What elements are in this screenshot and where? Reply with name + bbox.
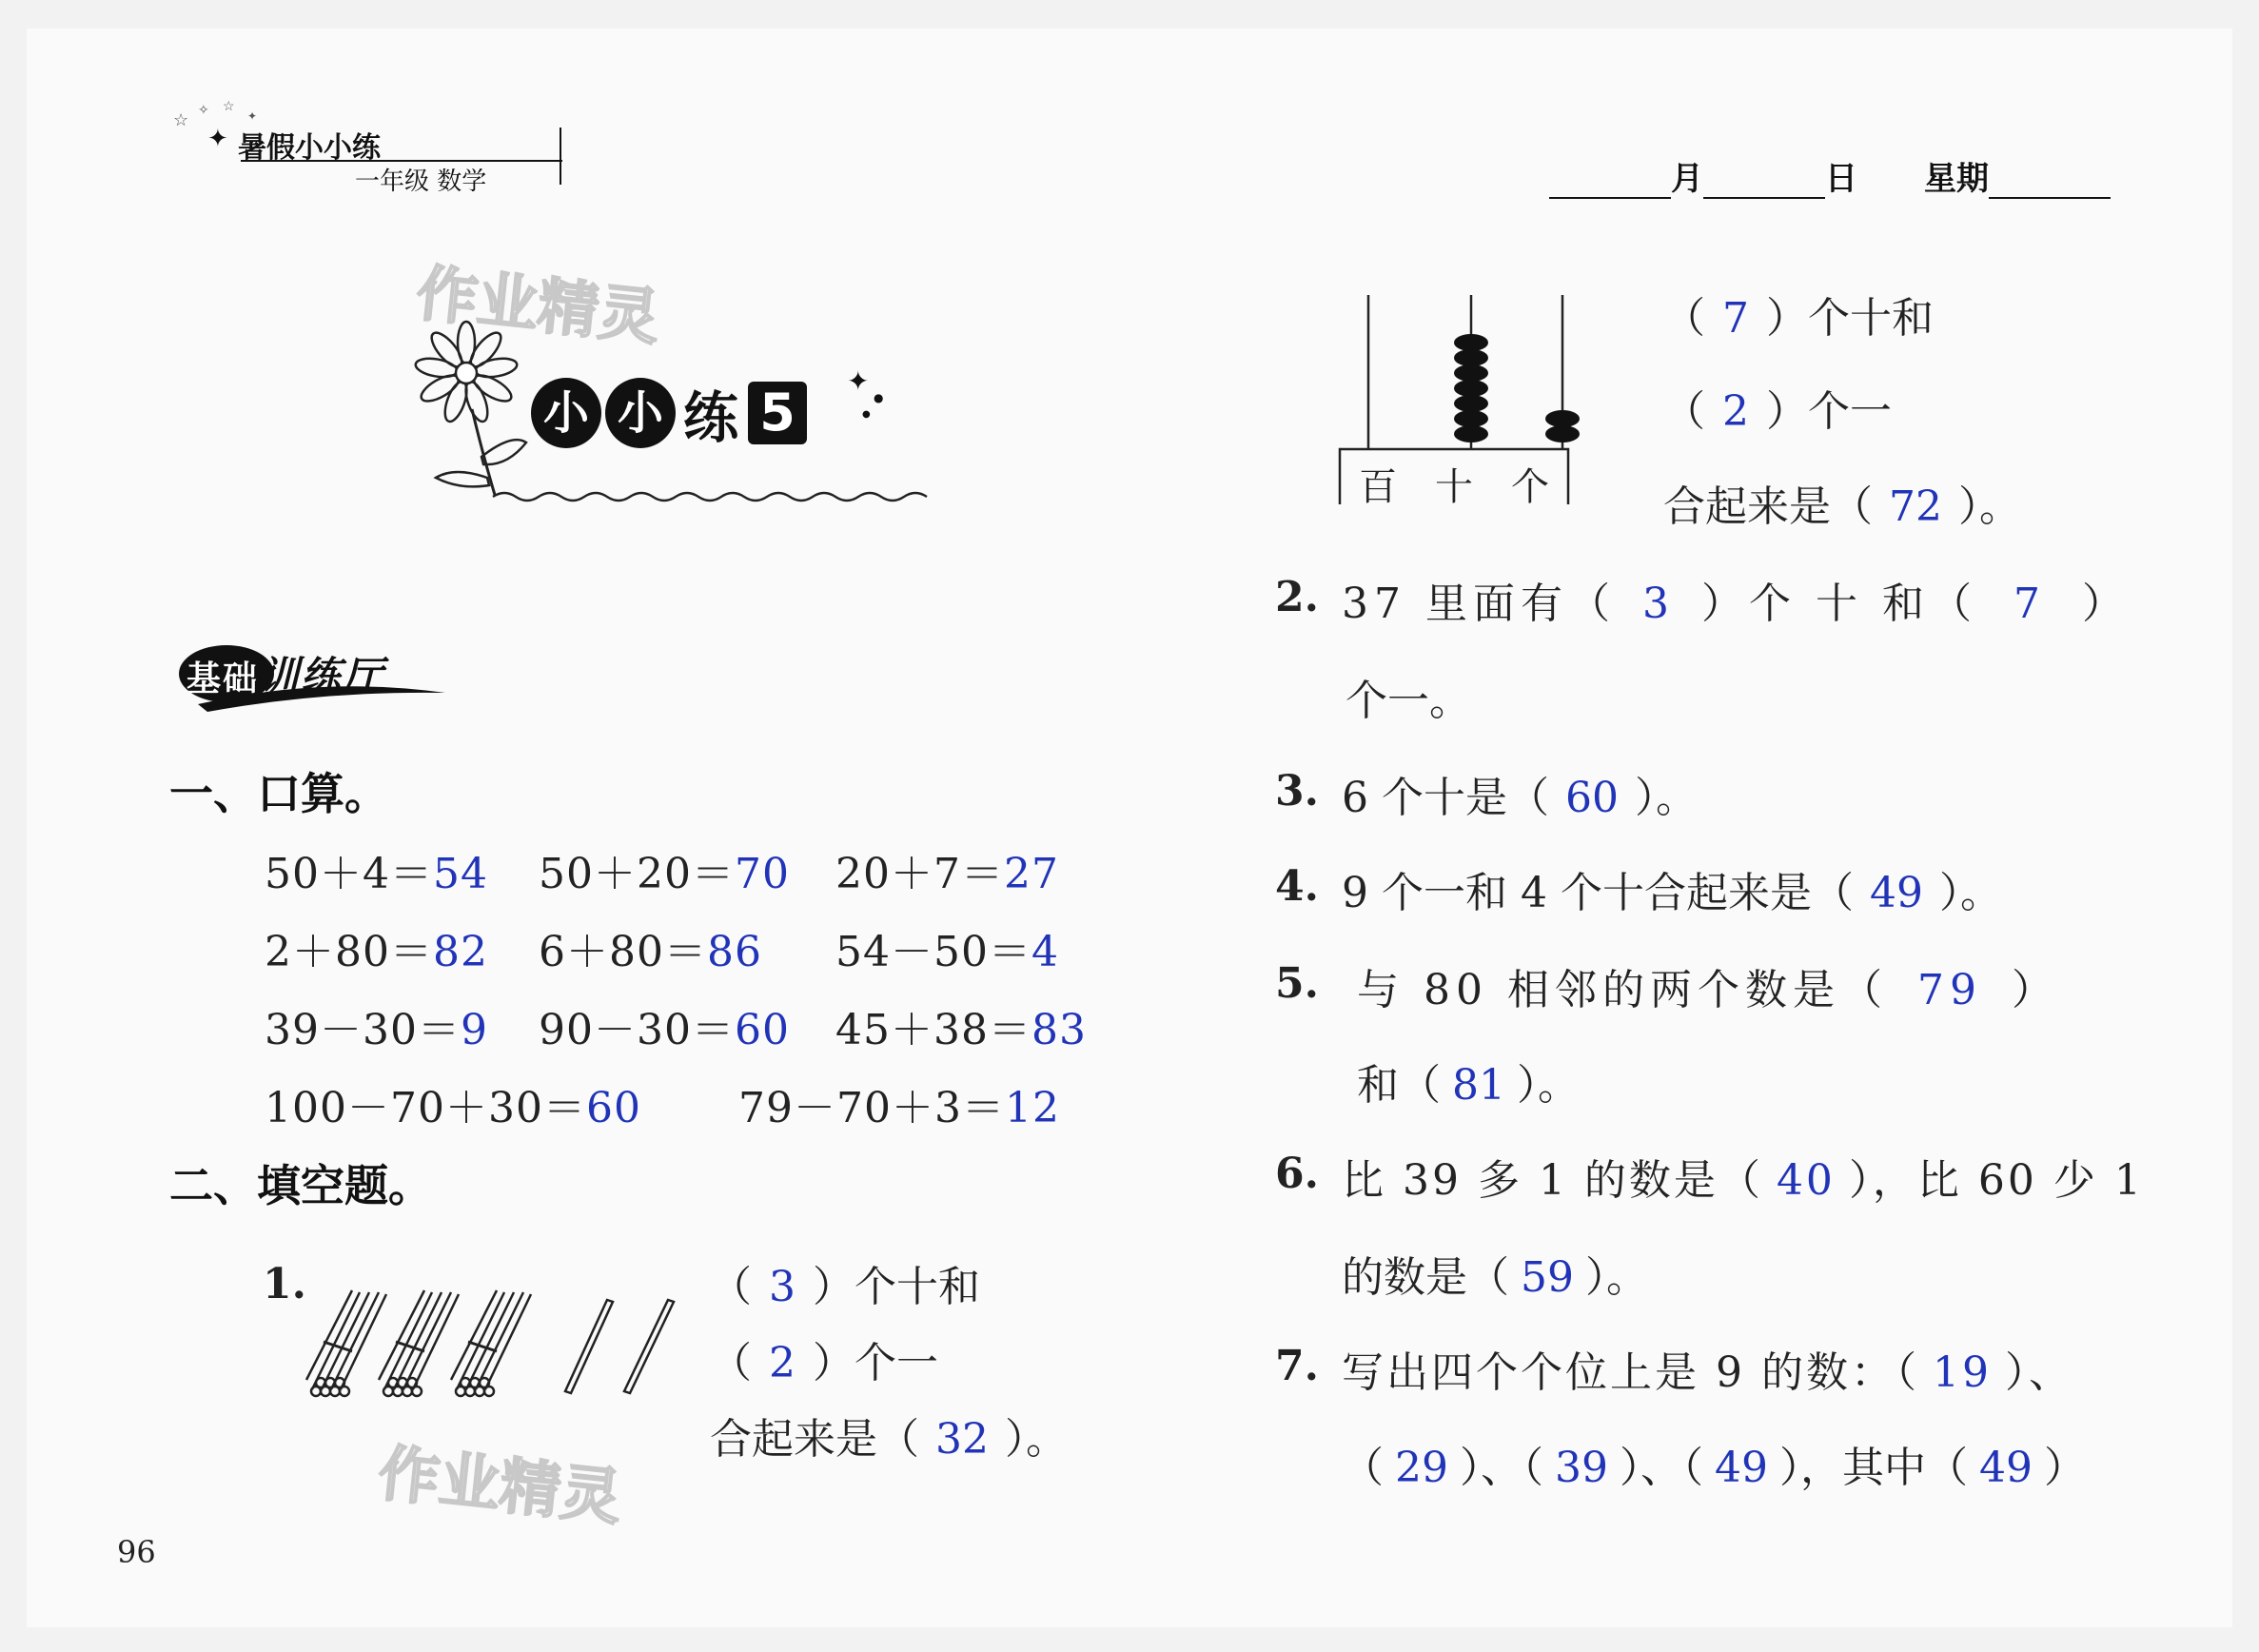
paren-open: （ [710, 1263, 752, 1311]
calc-3-2 [539, 995, 790, 1056]
calc-question: 90－30＝ [539, 1006, 735, 1054]
weekday-label: 星期 [1924, 160, 1989, 198]
day-blank[interactable] [1703, 165, 1825, 199]
q2-text: ）个 十 和（ [1700, 580, 1977, 628]
q5-number: 5. [1275, 959, 1319, 1008]
q7-text: （ [1342, 1444, 1384, 1492]
q7-answer-2[interactable]: 29 [1395, 1444, 1448, 1492]
lesson-title-char-3: 练 [683, 385, 739, 450]
q5-text: 和（ [1357, 1061, 1441, 1110]
paren-close: ） [1766, 294, 1808, 343]
lesson-title-char-2: 小 [605, 378, 676, 448]
q1-ones-answer[interactable]: 2 [769, 1339, 796, 1387]
abacus-ones-suffix: 个一 [1808, 387, 1892, 436]
q7-line1 [1342, 1338, 2073, 1399]
calc-4-1 [265, 1073, 641, 1134]
q6-text: ），比 60 少 1 [1848, 1156, 2144, 1205]
watermark-bottom: 作业精灵 [375, 1438, 625, 1535]
q6-text: ）。 [1585, 1253, 1648, 1302]
calc-answer: 27 [1003, 850, 1059, 898]
q7-text: ）、 [2004, 1348, 2073, 1397]
paren-close: ） [1766, 387, 1808, 436]
q3-answer[interactable]: 60 [1564, 774, 1619, 822]
part1-heading: 一、口算。 [169, 768, 388, 819]
calc-question: 20＋7＝ [835, 850, 1004, 898]
abacus-ones-line [1663, 377, 1892, 438]
workbook-page [27, 29, 2232, 1627]
q4-line [1342, 858, 2002, 919]
month-label: 月 [1671, 160, 1703, 198]
q5-text: ） [2011, 966, 2059, 1014]
q1-tens-line [710, 1252, 980, 1313]
counting-sticks-icon [303, 1285, 702, 1427]
q1-tens-suffix: 个十和 [854, 1263, 980, 1311]
page-number: 96 [117, 1534, 156, 1570]
q3-line [1342, 763, 1698, 824]
date-line [1549, 152, 2111, 199]
q1-number: 1. [263, 1260, 306, 1308]
paren-close: ） [813, 1263, 854, 1311]
calc-answer: 9 [460, 1006, 488, 1054]
q1-total-prefix: 合起来是（ [710, 1415, 919, 1464]
calc-1-1 [265, 839, 488, 900]
svg-text:☆: ☆ [173, 110, 189, 130]
watermark-top: 作业精灵 [413, 258, 663, 355]
calc-3-3 [835, 995, 1087, 1056]
q4-number: 4. [1275, 862, 1319, 911]
q1-ones-suffix: 个一 [854, 1339, 938, 1387]
month-blank[interactable] [1549, 165, 1671, 199]
day-label: 日 [1825, 160, 1857, 198]
abacus-total-suffix: ）。 [1958, 482, 2021, 531]
q7-text: ） [2044, 1444, 2086, 1492]
calc-answer: 86 [706, 928, 762, 976]
calc-1-2 [539, 839, 790, 900]
calc-answer: 12 [1004, 1084, 1060, 1132]
paren-open: （ [710, 1339, 752, 1387]
calc-question: 39－30＝ [265, 1006, 461, 1054]
q2-line2: 个一。 [1346, 677, 1471, 725]
q5-text: 与 80 相邻的两个数是（ [1357, 966, 1888, 1014]
q5-answer-upper[interactable]: 81 [1452, 1061, 1505, 1110]
q6-text: 的数是（ [1342, 1253, 1509, 1302]
header-vline [560, 128, 561, 185]
calc-2-2 [539, 917, 762, 978]
abacus-label-ones: 个 [1511, 465, 1549, 509]
q1-total-line [710, 1405, 1068, 1465]
q7-answer-1[interactable]: 19 [1932, 1348, 1992, 1397]
q1-total-answer[interactable]: 32 [935, 1415, 989, 1464]
q7-text: ）、（ [1460, 1444, 1543, 1492]
calc-2-3 [835, 917, 1059, 978]
calc-answer: 82 [432, 928, 488, 976]
q5-line1 [1357, 955, 2059, 1016]
calc-2-1 [265, 917, 488, 978]
calc-question: 6＋80＝ [539, 928, 707, 976]
q2-answer-ones[interactable]: 7 [2013, 580, 2046, 628]
q4-text: 9 个一和 4 个十合起来是（ [1342, 869, 1854, 917]
abacus-total-prefix: 合起来是（ [1663, 482, 1873, 531]
q1-tens-answer[interactable]: 3 [769, 1263, 796, 1311]
q7-number: 7. [1275, 1342, 1319, 1390]
calc-answer: 4 [1031, 928, 1059, 976]
calc-question: 50＋20＝ [539, 850, 735, 898]
q4-text: ）。 [1938, 869, 2002, 917]
q2-line1 [1342, 569, 2130, 630]
abacus-total-answer[interactable]: 72 [1889, 482, 1942, 531]
q2-number: 2. [1275, 573, 1319, 621]
abacus-ones-answer[interactable]: 2 [1722, 387, 1749, 436]
q6-line1 [1342, 1146, 2144, 1207]
paren-open: （ [1663, 294, 1705, 343]
svg-text:●: ● [874, 391, 884, 404]
q5-answer-lower[interactable]: 79 [1916, 966, 1982, 1014]
q6-answer-less[interactable]: 59 [1521, 1253, 1574, 1302]
q6-number: 6. [1275, 1150, 1319, 1198]
abacus-label-hundreds: 百 [1359, 465, 1397, 509]
q7-text: 写出四个个位上是 9 的数：（ [1342, 1348, 1919, 1397]
abacus-label-tens: 十 [1435, 465, 1473, 509]
calc-question: 79－70＋3＝ [738, 1084, 1005, 1132]
abacus-tens-line [1663, 284, 1934, 344]
calc-question: 45＋38＝ [835, 1006, 1031, 1054]
grade-subject: 一年级 数学 [355, 167, 487, 196]
svg-text:✦: ✦ [207, 125, 228, 153]
part2-heading: 二、填空题。 [169, 1160, 432, 1211]
svg-text:●: ● [862, 409, 871, 420]
q7-answer-3[interactable]: 39 [1555, 1444, 1608, 1492]
weekday-blank[interactable] [1989, 165, 2111, 199]
lesson-number: 5 [748, 382, 807, 444]
q3-number: 3. [1275, 767, 1319, 816]
q2-text: ） [2081, 580, 2130, 628]
abacus-total-line [1663, 472, 2021, 533]
q3-text: ）。 [1634, 774, 1698, 822]
q3-text: 6 个十是（ [1342, 774, 1549, 822]
calc-question: 100－70＋30＝ [265, 1084, 586, 1132]
lesson-title-block [531, 373, 807, 453]
calc-1-3 [835, 839, 1059, 900]
q2-text: 37 里面有（ [1342, 580, 1616, 628]
calc-3-1 [265, 995, 488, 1056]
calc-4-2 [738, 1073, 1060, 1134]
q5-line2 [1357, 1051, 1580, 1111]
q1-total-suffix: ）。 [1005, 1415, 1068, 1464]
q7-answer-4[interactable]: 49 [1715, 1444, 1768, 1492]
q7-text: ）、（ [1620, 1444, 1703, 1492]
q6-answer-more[interactable]: 40 [1776, 1156, 1836, 1205]
lesson-title-char-1: 小 [531, 378, 601, 448]
q6-line2 [1342, 1243, 1648, 1304]
svg-text:✦: ✦ [247, 109, 258, 123]
abacus-labels [1340, 457, 1568, 511]
calc-answer: 60 [734, 1006, 790, 1054]
calc-question: 50＋4＝ [265, 850, 433, 898]
calc-answer: 70 [734, 850, 790, 898]
q7-answer-5[interactable]: 49 [1979, 1444, 2033, 1492]
calc-answer: 83 [1031, 1006, 1087, 1054]
abacus-tens-suffix: 个十和 [1808, 294, 1934, 343]
q2-answer-tens[interactable]: 3 [1641, 580, 1675, 628]
calc-question: 2＋80＝ [265, 928, 433, 976]
paren-close: ） [813, 1339, 854, 1387]
svg-text:✧: ✧ [198, 103, 209, 118]
q4-answer[interactable]: 49 [1869, 869, 1923, 917]
series-title: 暑假小小练 [238, 131, 381, 165]
svg-text:✦: ✦ [847, 365, 870, 397]
svg-text:☆: ☆ [223, 99, 235, 114]
calc-answer: 54 [432, 850, 488, 898]
section-banner-text: 基础训练厅 [187, 653, 385, 699]
section-banner [169, 619, 455, 699]
q1-ones-line [710, 1328, 938, 1389]
q7-text: ），其中（ [1779, 1444, 1968, 1492]
paren-open: （ [1663, 387, 1705, 436]
abacus-tens-answer[interactable]: 7 [1722, 294, 1749, 343]
q5-text: ）。 [1517, 1061, 1580, 1110]
calc-question: 54－50＝ [835, 928, 1031, 976]
calc-answer: 60 [585, 1084, 641, 1132]
q6-text: 比 39 多 1 的数是（ [1342, 1156, 1763, 1205]
q7-line2 [1342, 1433, 2086, 1494]
